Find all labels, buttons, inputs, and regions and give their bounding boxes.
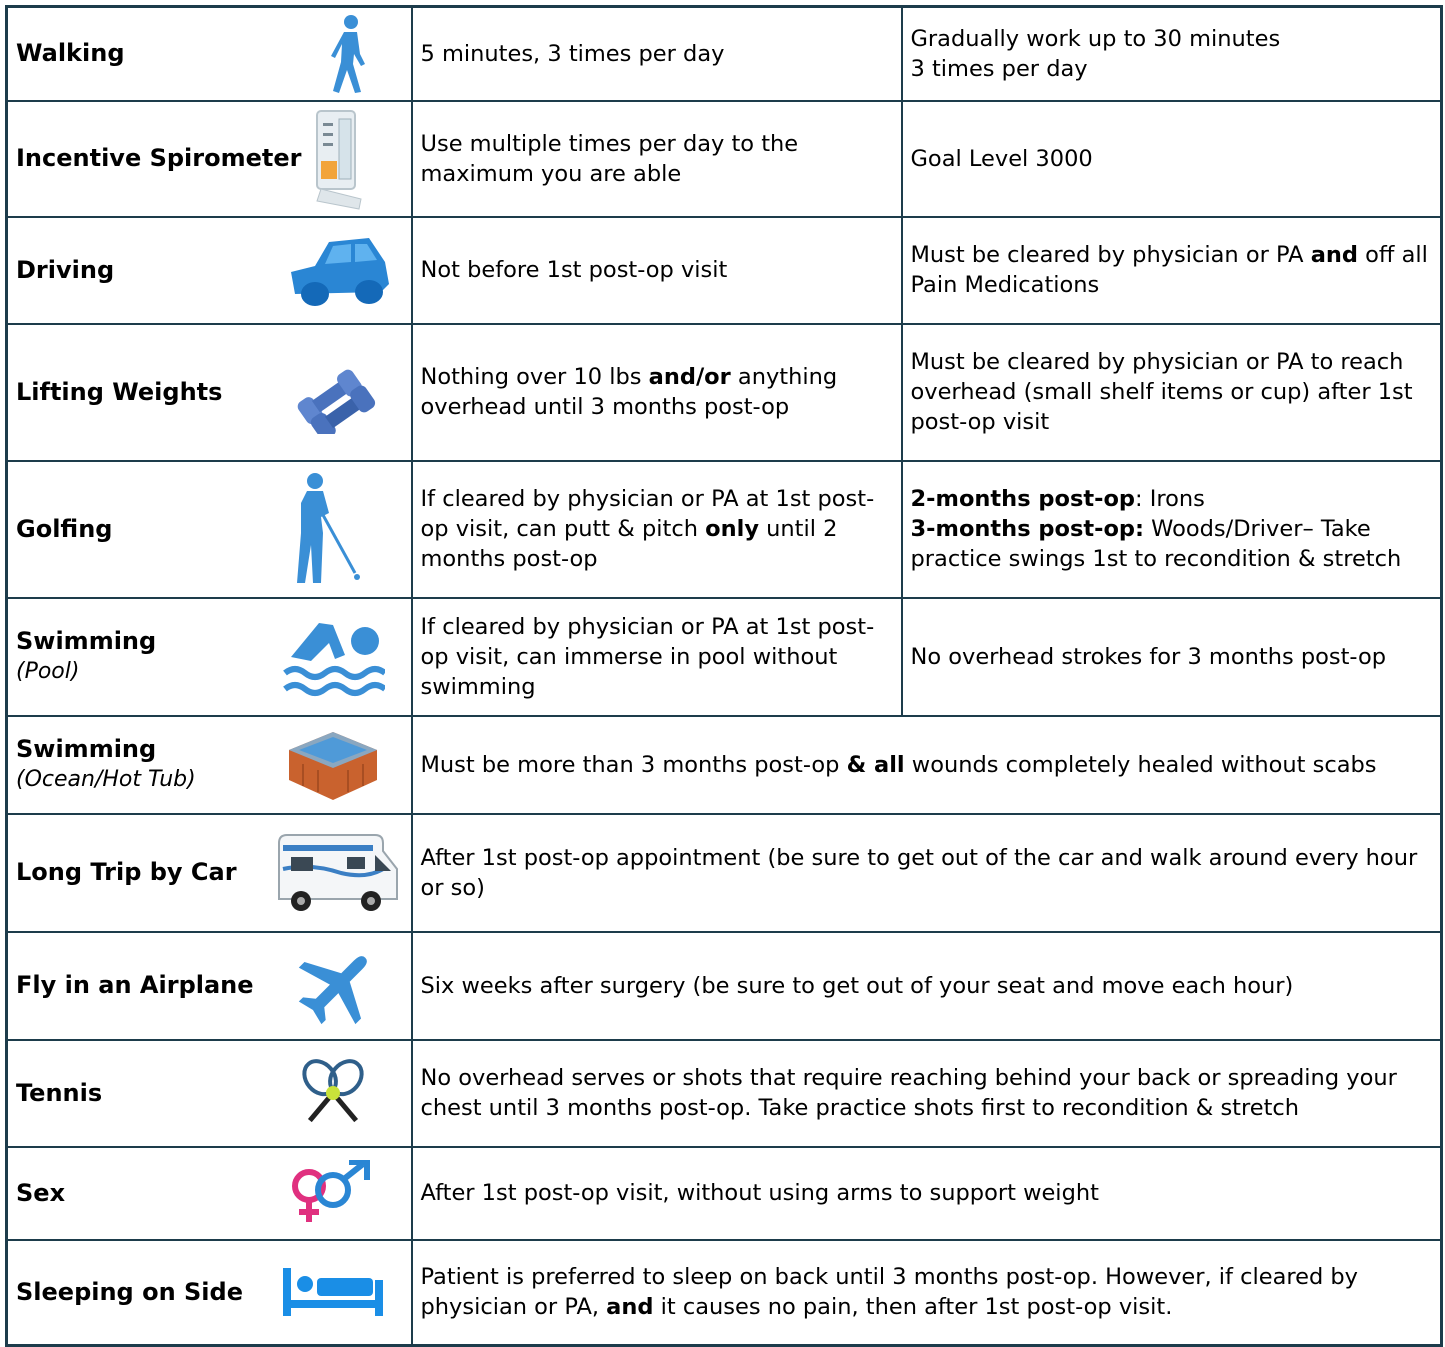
activity-name: Sex bbox=[16, 1178, 66, 1207]
restriction-cell: If cleared by physician or PA at 1st post-op visit, can immerse in pool without swimming bbox=[412, 598, 902, 716]
goal-bold-text: 3-months post-op: bbox=[910, 516, 1145, 542]
goal-bold-text: 2-months post-op bbox=[910, 486, 1136, 512]
goal-text: Must be cleared by physician or PA bbox=[910, 242, 1311, 268]
activity-cell bbox=[7, 1240, 412, 1346]
combined-cell: After 1st post-op appointment (be sure to get out of the car and walk around every hour or so) bbox=[412, 814, 1442, 932]
restriction-bold-text: only bbox=[705, 516, 759, 542]
activity-cell bbox=[7, 7, 412, 101]
restriction-cell: Use multiple times per day to the maximum you are able bbox=[412, 101, 902, 217]
goal-text: Woods/Driver– Take practice swings 1st to recondition & stretch bbox=[910, 516, 1402, 572]
table-row bbox=[7, 932, 1442, 1040]
goal-cell bbox=[902, 461, 1442, 598]
goal-line: Gradually work up to 30 minutes bbox=[910, 25, 1281, 52]
activity-name: Fly in an Airplane bbox=[16, 971, 254, 999]
goal-text: off all Pain Medications bbox=[910, 242, 1428, 298]
restriction-cell bbox=[412, 461, 902, 598]
goal-cell: Must be cleared by physician or PA to reach overhead (small shelf items or cup) after 1st post-op visit bbox=[902, 324, 1442, 461]
restriction-text: If cleared by physician or PA at 1st post-op visit, can putt & pitch bbox=[420, 486, 875, 542]
restriction-text: anything overhead until 3 months post-op bbox=[420, 364, 838, 420]
table-row bbox=[7, 7, 1442, 101]
restriction-bold-text: and/or bbox=[648, 364, 731, 390]
gender-symbols-icon bbox=[283, 1160, 373, 1226]
activity-name: Swimming bbox=[16, 627, 157, 655]
activity-cell bbox=[7, 598, 412, 716]
combined-cell bbox=[412, 716, 1442, 814]
combined-cell: No overhead serves or shots that require reaching behind your back or spreading your chest until 3 months post-op. Take practice shots first to recondition & stretch bbox=[412, 1040, 1442, 1147]
table-row bbox=[7, 1240, 1442, 1346]
restriction-text: until 2 months post-op bbox=[420, 516, 838, 572]
goal-cell: No overhead strokes for 3 months post-op bbox=[902, 598, 1442, 716]
dumbbell-icon bbox=[285, 350, 385, 434]
activity-name: Tennis bbox=[16, 1078, 103, 1107]
activity-name: Lifting Weights bbox=[16, 377, 223, 406]
restriction-cell: 5 minutes, 3 times per day bbox=[412, 7, 902, 101]
activity-name: Swimming bbox=[16, 735, 157, 763]
combined-text: Patient is preferred to sleep on back until 3 months post-op. However, if cleared by physician or PA, bbox=[420, 1264, 1358, 1321]
goal-cell: Goal Level 3000 bbox=[902, 101, 1442, 217]
activity-name: Walking bbox=[16, 39, 125, 68]
table-row bbox=[7, 1147, 1442, 1240]
table-row bbox=[7, 461, 1442, 598]
table-row bbox=[7, 324, 1442, 461]
restriction-text: Nothing over 10 lbs bbox=[420, 364, 649, 390]
bed-icon bbox=[281, 1266, 385, 1318]
tennis-rackets-icon bbox=[293, 1053, 373, 1133]
restriction-cell: Not before 1st post-op visit bbox=[412, 217, 902, 324]
combined-cell: Six weeks after surgery (be sure to get out of your seat and move each hour) bbox=[412, 932, 1442, 1040]
walking-person-icon bbox=[327, 14, 371, 94]
activity-cell bbox=[7, 101, 412, 217]
activity-subtitle: (Ocean/Hot Tub) bbox=[16, 767, 196, 792]
table-row bbox=[7, 598, 1442, 716]
restriction-cell bbox=[412, 324, 902, 461]
goal-text: : Irons bbox=[1135, 486, 1205, 512]
combined-bold-text: and bbox=[606, 1294, 654, 1321]
activity-cell bbox=[7, 814, 412, 932]
goal-bold-text: and bbox=[1310, 242, 1358, 268]
activity-name: Long Trip by Car bbox=[16, 858, 237, 886]
activity-name: Golfing bbox=[16, 514, 113, 543]
activity-cell bbox=[7, 1147, 412, 1240]
activity-cell bbox=[7, 716, 412, 814]
combined-cell bbox=[412, 1240, 1442, 1346]
activity-cell bbox=[7, 461, 412, 598]
activity-cell bbox=[7, 217, 412, 324]
goal-line: 3 times per day bbox=[910, 55, 1088, 82]
combined-text: it causes no pain, then after 1st post-op visit. bbox=[653, 1294, 1173, 1321]
table-row bbox=[7, 814, 1442, 932]
goal-cell bbox=[902, 7, 1442, 101]
table-row bbox=[7, 716, 1442, 814]
activity-cell bbox=[7, 1040, 412, 1147]
spirometer-icon bbox=[311, 105, 369, 213]
rv-camper-icon bbox=[271, 829, 403, 917]
table-row bbox=[7, 1040, 1442, 1147]
car-icon bbox=[285, 232, 393, 308]
airplane-icon bbox=[291, 944, 383, 1028]
activity-subtitle: (Pool) bbox=[16, 659, 80, 684]
combined-bold-text: & all bbox=[846, 751, 905, 778]
table-row bbox=[7, 217, 1442, 324]
activity-cell bbox=[7, 324, 412, 461]
activity-guidelines-table bbox=[5, 5, 1443, 1347]
activity-cell bbox=[7, 932, 412, 1040]
combined-text: Must be more than 3 months post-op bbox=[420, 751, 847, 778]
golfer-icon bbox=[293, 473, 361, 585]
combined-cell: After 1st post-op visit, without using arms to support weight bbox=[412, 1147, 1442, 1240]
swimmer-icon bbox=[281, 615, 385, 699]
table-row bbox=[7, 101, 1442, 217]
goal-cell bbox=[902, 217, 1442, 324]
activity-name: Sleeping on Side bbox=[16, 1277, 243, 1306]
combined-text: wounds completely healed without scabs bbox=[904, 751, 1377, 778]
activity-name: Incentive Spirometer bbox=[16, 144, 302, 172]
hot-tub-icon bbox=[283, 726, 381, 804]
activity-name: Driving bbox=[16, 255, 115, 284]
